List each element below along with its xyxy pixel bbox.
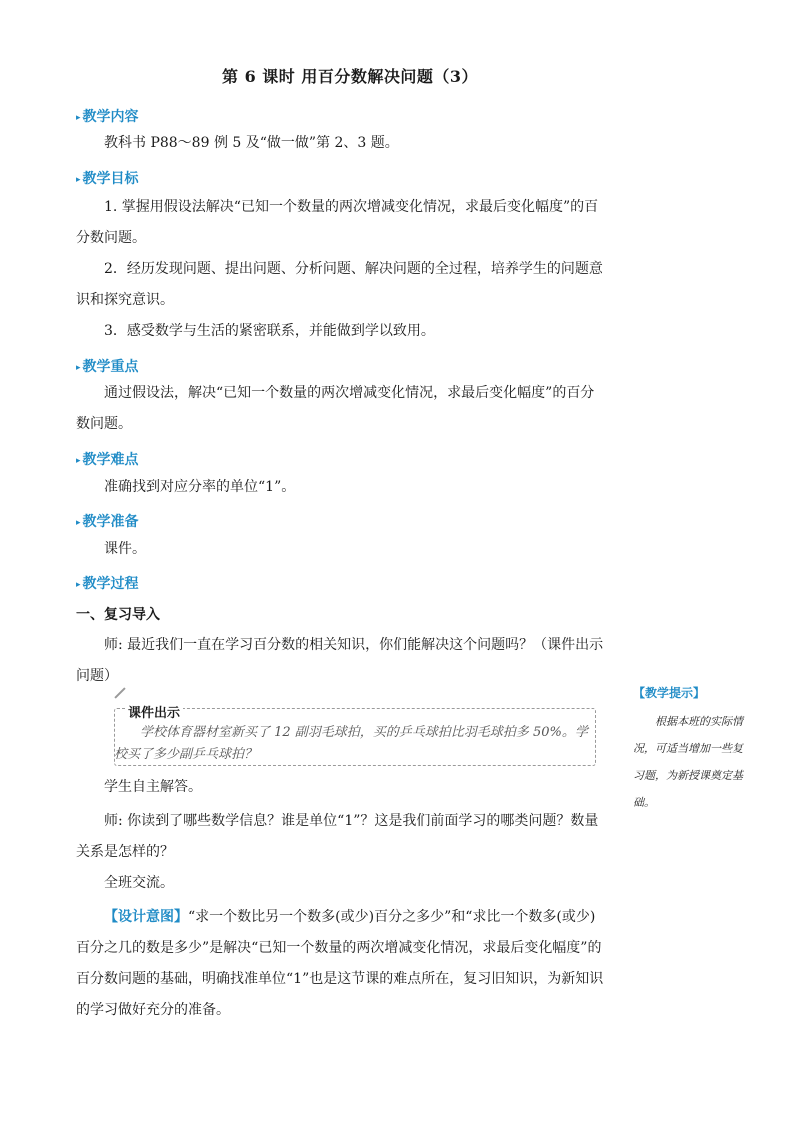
- section-difficulty-heading: [76, 449, 139, 469]
- section-label: 教学准备: [82, 514, 139, 530]
- design-intent-label: 【设计意图】: [104, 909, 188, 925]
- student-activity: 学生自主解答。: [104, 779, 202, 795]
- teacher-question-1: 师: 最近我们一直在学习百分数的相关知识，你们能解决这个问题吗？（课件出示问题）: [76, 637, 604, 684]
- process-step-heading: 一、复习导入: [76, 607, 160, 623]
- section-label: 教学难点: [82, 452, 139, 468]
- section-content-heading: [76, 106, 139, 126]
- callout-text: 学校体育器材室新买了 12 副羽毛球拍，买的乒乓球拍比羽毛球拍多 50%。学校买了多少副乒乓球拍？: [114, 725, 588, 762]
- sidebar-text: 根据本班的实际情况，可适当增加一些复习题，为新授课奠定基础。: [633, 715, 743, 809]
- sidebar-title: 【教学提示】: [633, 686, 706, 700]
- design-intent-text: “求一个数比另一个数多(或少)百分之多少”和“求比一个数多(或少)百分之几的数是多少”是解决“已知一个数量的两次增减变化情况，求最后变化幅度”的百分数问题的基础，明确找准单位“1”也是这节课的难点所在，复习旧知识，为新知识的学习做好充分的准备。: [76, 909, 604, 1018]
- triangle-bullet-icon: ▸: [76, 456, 81, 466]
- section-label: 教学内容: [82, 109, 139, 125]
- class-discussion: 全班交流。: [104, 875, 174, 891]
- page-title: 第 6 课时 用百分数解决问题（3）: [222, 67, 478, 86]
- difficulty-text: 准确找到对应分率的单位“1”。: [104, 479, 296, 495]
- callout-label: 课件出示: [125, 702, 183, 721]
- section-goals-heading: [76, 168, 139, 188]
- section-key-heading: [76, 356, 139, 376]
- section-label: 教学目标: [82, 171, 139, 187]
- triangle-bullet-icon: ▸: [76, 175, 81, 185]
- prep-text: 课件。: [104, 541, 146, 557]
- section-label: 教学重点: [82, 359, 139, 375]
- triangle-bullet-icon: ▸: [76, 113, 81, 123]
- key-text: 通过假设法，解决“已知一个数量的两次增减变化情况，求最后变化幅度”的百分数问题。: [76, 385, 595, 432]
- goal-2: 2．经历发现问题、提出问题、分析问题、解决问题的全过程，培养学生的问题意识和探究意识。: [76, 261, 603, 308]
- goal-1: 1. 掌握用假设法解决“已知一个数量的两次增减变化情况，求最后变化幅度”的百分数问题。: [76, 199, 599, 246]
- section-process-heading: [76, 573, 139, 593]
- triangle-bullet-icon: ▸: [76, 580, 81, 590]
- content-text: 教科书 P88～89 例 5 及“做一做”第 2、3 题。: [104, 135, 399, 151]
- goal-3: 3．感受数学与生活的紧密联系，并能做到学以致用。: [104, 323, 435, 339]
- triangle-bullet-icon: ▸: [76, 363, 81, 373]
- section-prep-heading: [76, 511, 139, 531]
- section-label: 教学过程: [82, 576, 139, 592]
- triangle-bullet-icon: ▸: [76, 518, 81, 528]
- teacher-question-2: 师: 你读到了哪些数学信息？谁是单位“1”？这是我们前面学习的哪类问题？数量关系是怎样的？: [76, 813, 599, 860]
- design-intent: [76, 902, 606, 1026]
